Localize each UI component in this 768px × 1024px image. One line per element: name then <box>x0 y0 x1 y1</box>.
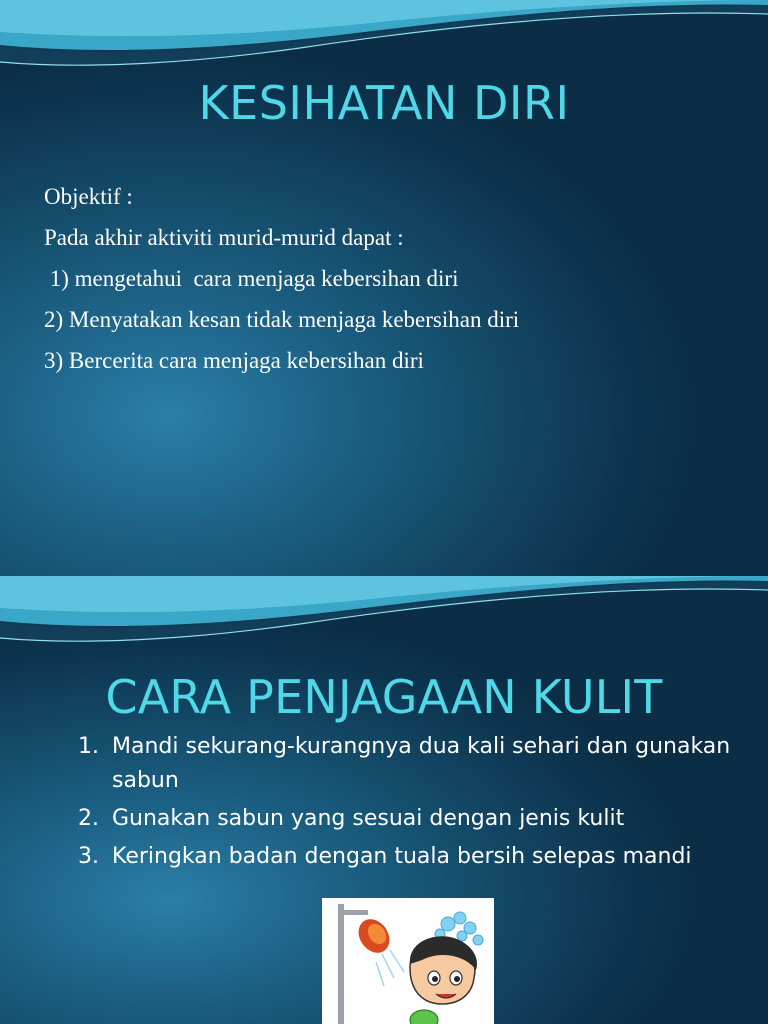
objective-line: Objektif : <box>44 184 133 209</box>
list-text: Gunakan sabun yang sesuai dengan jenis kulit <box>112 806 625 831</box>
objective-line: 2) Menyatakan kesan tidak menjaga kebersihan diri <box>44 307 520 332</box>
objective-line: Pada akhir aktiviti murid-murid dapat : <box>44 225 404 250</box>
list-item <box>78 802 738 836</box>
list-item <box>78 840 738 874</box>
objective-line: 1) mengetahui cara menjaga kebersihan diri <box>44 266 459 291</box>
slide-title: CARA PENJAGAAN KULIT <box>105 670 663 724</box>
slide-title: KESIHATAN DIRI <box>198 76 570 130</box>
list-number: 1. <box>78 734 99 759</box>
list-number: 2. <box>78 806 99 831</box>
wave-header-decoration <box>0 0 768 80</box>
objective-text <box>44 176 519 381</box>
slide-2 <box>0 576 768 1024</box>
objective-line: 3) Bercerita cara menjaga kebersihan diri <box>44 348 424 373</box>
boy-shower-illustration-icon <box>322 898 494 1024</box>
list-item <box>78 730 738 798</box>
shower-clipart <box>322 898 494 1024</box>
skin-care-list <box>78 730 738 878</box>
list-number: 3. <box>78 844 99 869</box>
list-text: Keringkan badan dengan tuala bersih selepas mandi <box>112 844 692 869</box>
list-text: Mandi sekurang-kurangnya dua kali sehari dan gunakan sabun <box>112 734 731 793</box>
wave-header-decoration <box>0 576 768 656</box>
